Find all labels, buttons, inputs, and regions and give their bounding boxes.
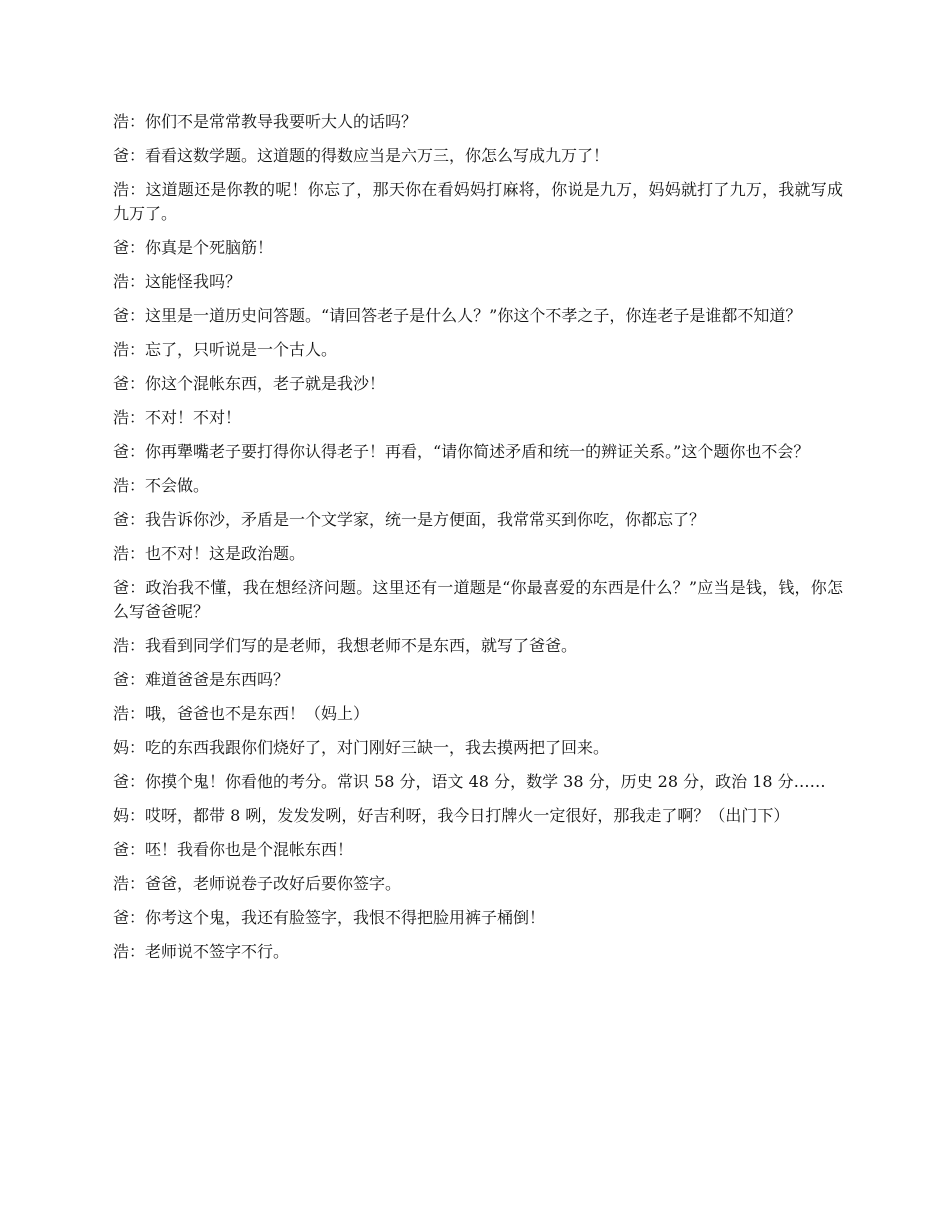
dialogue-line: 浩：我看到同学们写的是老师，我想老师不是东西，就写了爸爸。	[113, 636, 578, 655]
dialogue-line: 爸：你这个混帐东西，老子就是我沙！	[113, 374, 386, 393]
dialogue-line: 爸：难道爸爸是东西吗？	[113, 670, 290, 689]
dialogue-line: 浩：不对！不对！	[113, 408, 242, 427]
dialogue-body	[113, 110, 843, 974]
dialogue-line: 浩：忘了，只听说是一个古人。	[113, 340, 338, 359]
dialogue-line: 浩：这能怪我吗？	[113, 272, 242, 291]
dialogue-line: 爸：你摸个鬼！你看他的考分。常识 58 分，语文 48 分，数学 38 分，历史 28 分，政治 18 分……	[113, 772, 826, 791]
dialogue-line: 爸：政治我不懂，我在想经济问题。这里还有一道题是“你最喜爱的东西是什么？”应当是钱，钱，你怎么写爸爸呢？	[113, 578, 843, 621]
dialogue-line: 浩：你们不是常常教导我要听大人的话吗？	[113, 112, 418, 131]
dialogue-line: 浩：爸爸，老师说卷子改好后要你签字。	[113, 874, 402, 893]
dialogue-line: 浩：老师说不签字不行。	[113, 942, 290, 961]
dialogue-line: 妈：哎呀，都带 8 咧，发发发咧，好吉利呀，我今日打牌火一定很好，那我走了啊？（出门下）	[113, 806, 790, 825]
dialogue-line: 浩：这道题还是你教的呢！你忘了，那天你在看妈妈打麻将，你说是九万，妈妈就打了九万，我就写成九万了。	[113, 180, 843, 223]
dialogue-line: 爸：你再犟嘴老子要打得你认得老子！再看，“请你简述矛盾和统一的辨证关系。”这个题你也不会？	[113, 442, 810, 461]
dialogue-line: 爸：我告诉你沙，矛盾是一个文学家，统一是方便面，我常常买到你吃，你都忘了？	[113, 510, 706, 529]
dialogue-line: 妈：吃的东西我跟你们烧好了，对门刚好三缺一，我去摸两把了回来。	[113, 738, 610, 757]
dialogue-line: 浩：哦，爸爸也不是东西！（妈上）	[113, 704, 370, 723]
dialogue-line: 浩：不会做。	[113, 476, 210, 495]
dialogue-line: 爸：看看这数学题。这道题的得数应当是六万三，你怎么写成九万了！	[113, 146, 610, 165]
dialogue-line: 爸：这里是一道历史问答题。“请回答老子是什么人？”你这个不孝之子，你连老子是谁都不知道？	[113, 306, 802, 325]
dialogue-line: 爸：呸！我看你也是个混帐东西！	[113, 840, 354, 859]
dialogue-line: 浩：也不对！这是政治题。	[113, 544, 306, 563]
dialogue-line: 爸：你真是个死脑筋！	[113, 238, 274, 257]
dialogue-line: 爸：你考这个鬼，我还有脸签字，我恨不得把脸用裤子桶倒！	[113, 908, 546, 927]
